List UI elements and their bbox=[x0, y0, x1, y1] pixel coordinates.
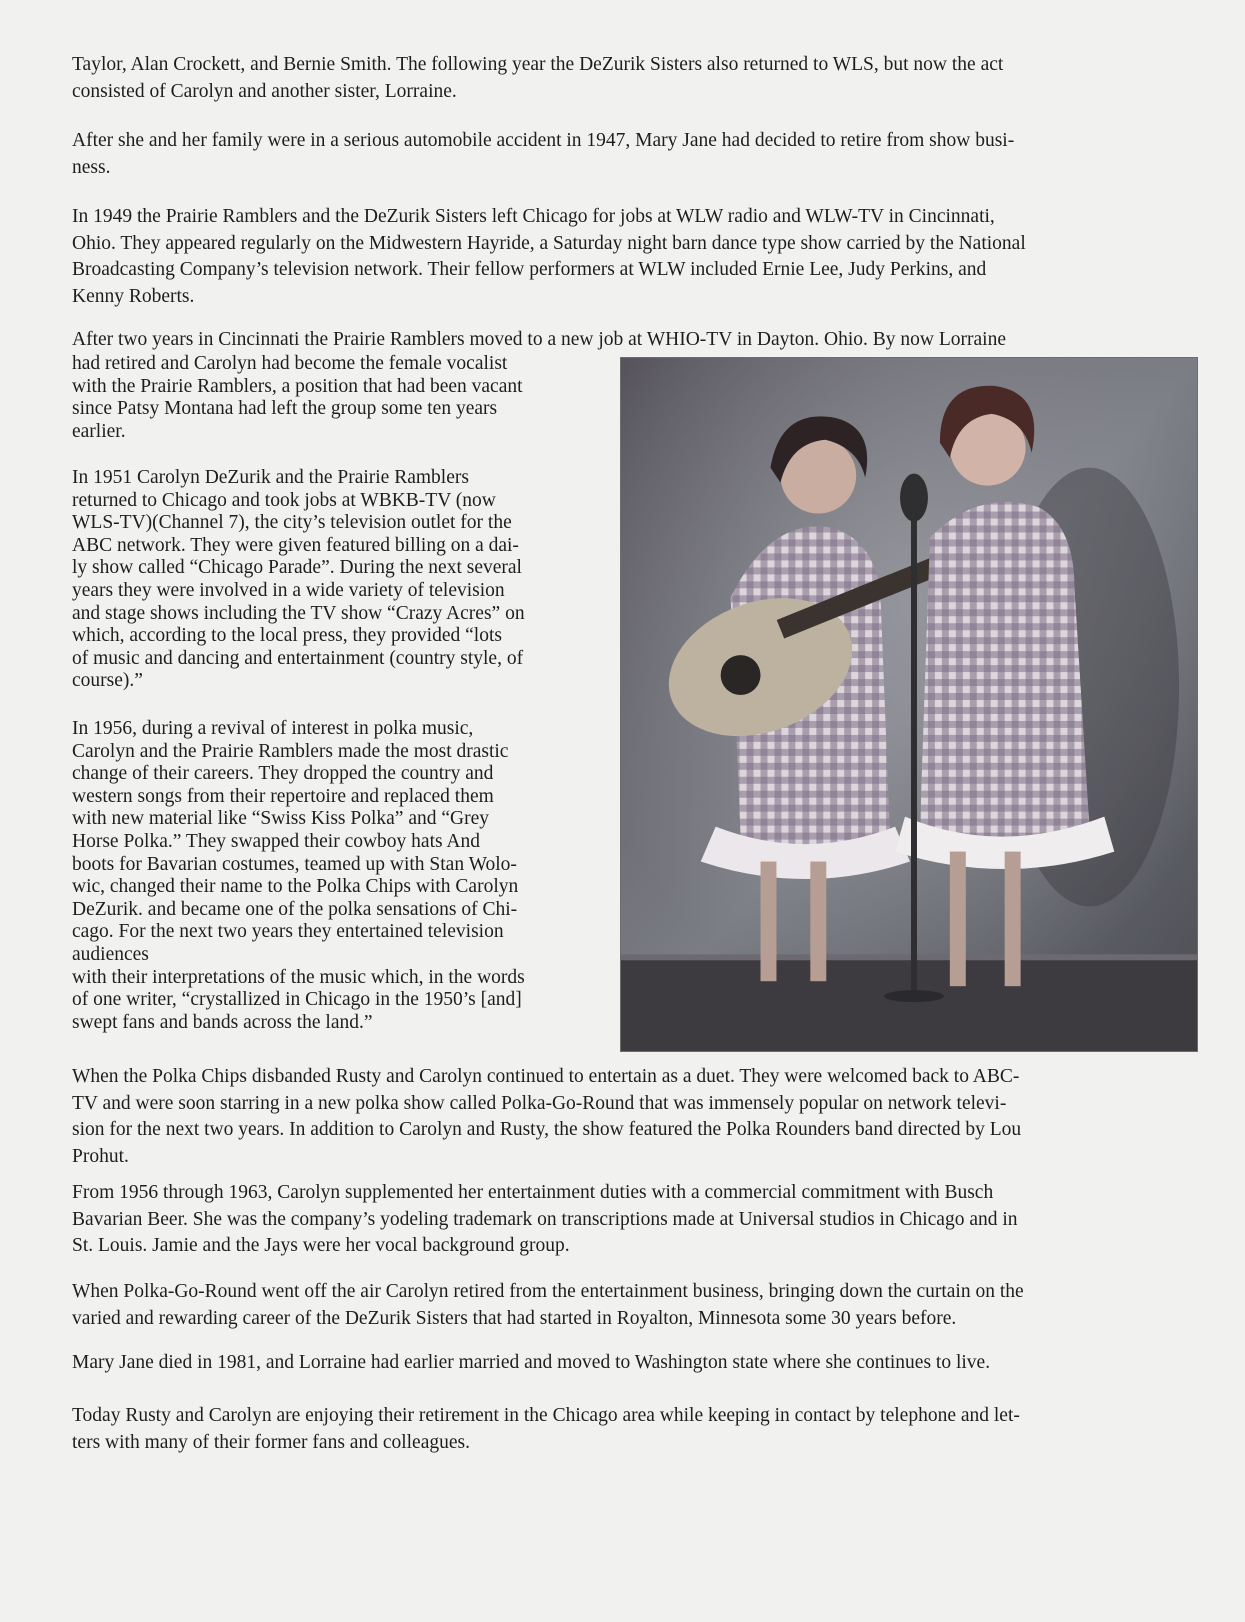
paragraph bbox=[72, 1180, 1200, 1260]
text-line: When Polka-Go-Round went off the air Carolyn retired from the entertainment business, bringing down the curtain on the bbox=[72, 1281, 1024, 1302]
text-line: since Patsy Montana had left the group some ten years bbox=[72, 398, 498, 420]
text-line: After she and her family were in a serious automobile accident in 1947, Mary Jane had decided to retire from show busi- bbox=[72, 130, 1015, 151]
text-line: ABC network. They were given featured billing on a dai- bbox=[72, 534, 519, 556]
text-line: had retired and Carolyn had become the female vocalist bbox=[72, 353, 508, 374]
text-line: western songs from their repertoire and replaced them bbox=[72, 785, 494, 807]
text-line: with their interpretations of the music which, in the words bbox=[72, 966, 525, 988]
text-line: consisted of Carolyn and another sister, Lorraine. bbox=[72, 80, 457, 102]
text-line: swept fans and bands across the land.” bbox=[72, 1011, 373, 1033]
text-line: with new material like “Swiss Kiss Polka” and “Grey bbox=[72, 808, 489, 830]
text-line: course).” bbox=[72, 670, 143, 692]
text-line: cago. For the next two years they entertained television bbox=[72, 921, 504, 943]
text-line: of one writer, “crystallized in Chicago in the 1950’s [and] bbox=[72, 989, 522, 1011]
text-line: Prohut. bbox=[72, 1145, 129, 1167]
text-line: From 1956 through 1963, Carolyn supplemented her entertainment duties with a commercial commitment with Busch bbox=[72, 1182, 994, 1203]
text-line: which, according to the local press, they provided “lots bbox=[72, 625, 502, 647]
text-line: In 1951 Carolyn DeZurik and the Prairie Ramblers bbox=[72, 467, 469, 488]
text-line: returned to Chicago and took jobs at WBKB-TV (now bbox=[72, 489, 496, 511]
text-line: sion for the next two years. In addition to Carolyn and Rusty, the show featured the Polka Rounders band directed by Lou bbox=[72, 1119, 1022, 1140]
text-line: Mary Jane died in 1981, and Lorraine had earlier married and moved to Washington state where she continues to live. bbox=[72, 1352, 991, 1373]
text-line: ters with many of their former fans and colleagues. bbox=[72, 1431, 470, 1453]
text-line: change of their careers. They dropped the country and bbox=[72, 763, 494, 785]
text-line: WLS-TV)(Channel 7), the city’s television outlet for the bbox=[72, 512, 512, 534]
paragraph bbox=[72, 327, 1200, 354]
text-line: with the Prairie Ramblers, a position that had been vacant bbox=[72, 375, 523, 397]
text-line: and stage shows including the TV show “Crazy Acres” on bbox=[72, 602, 525, 624]
photo-two-singers bbox=[620, 357, 1198, 1052]
text-line: In 1956, during a revival of interest in polka music, bbox=[72, 718, 474, 739]
text-line: ness. bbox=[72, 156, 111, 178]
text-line: TV and were soon starring in a new polka show called Polka-Go-Round that was immensely popular on network televi- bbox=[72, 1092, 1007, 1114]
text-line: St. Louis. Jamie and the Jays were her vocal background group. bbox=[72, 1235, 570, 1256]
paragraph bbox=[72, 204, 1200, 310]
text-line: ly show called “Chicago Parade”. During the next several bbox=[72, 557, 522, 579]
text-line: wic, changed their name to the Polka Chips with Carolyn bbox=[72, 876, 519, 898]
text-line: boots for Bavarian costumes, teamed up with Stan Wolo- bbox=[72, 853, 517, 875]
paragraph bbox=[72, 52, 1200, 105]
column-paragraph bbox=[72, 467, 612, 693]
column-paragraph bbox=[72, 353, 612, 443]
text-line: audiences bbox=[72, 943, 149, 965]
text-line: of music and dancing and entertainment (country style, of bbox=[72, 647, 524, 669]
text-line: Broadcasting Company’s television network. Their fellow performers at WLW included Ernie Lee, Judy Perkins, and bbox=[72, 259, 987, 280]
column-paragraph bbox=[72, 718, 612, 1034]
text-line: After two years in Cincinnati the Prairie Ramblers moved to a new job at WHIO-TV in Dayton. Ohio. By now Lorraine bbox=[72, 329, 1006, 350]
paragraph bbox=[72, 1403, 1200, 1456]
text-line: years they were involved in a wide variety of television bbox=[72, 579, 505, 601]
text-line: Kenny Roberts. bbox=[72, 285, 195, 307]
text-line: earlier. bbox=[72, 420, 126, 442]
text-line: Carolyn and the Prairie Ramblers made the most drastic bbox=[72, 740, 509, 762]
text-line: DeZurik. and became one of the polka sensations of Chi- bbox=[72, 898, 518, 920]
paragraph bbox=[72, 1279, 1200, 1332]
paragraph bbox=[72, 128, 1200, 181]
text-line: varied and rewarding career of the DeZurik Sisters that had started in Royalton, Minnesota some 30 years before. bbox=[72, 1307, 957, 1329]
text-line: In 1949 the Prairie Ramblers and the DeZurik Sisters left Chicago for jobs at WLW radio and WLW-TV in Cincinnati, bbox=[72, 206, 995, 227]
text-line: Bavarian Beer. She was the company’s yodeling trademark on transcriptions made at Universal studios in Chicago and in bbox=[72, 1208, 1018, 1230]
paragraph bbox=[72, 1064, 1200, 1170]
text-line: Taylor, Alan Crockett, and Bernie Smith. The following year the DeZurik Sisters also returned to WLS, but now the act bbox=[72, 54, 1004, 75]
text-line: Horse Polka.” They swapped their cowboy hats And bbox=[72, 830, 480, 852]
text-line: Ohio. They appeared regularly on the Midwestern Hayride, a Saturday night barn dance type show carried by the National bbox=[72, 232, 1026, 254]
text-line: Today Rusty and Carolyn are enjoying their retirement in the Chicago area while keeping in contact by telephone and let- bbox=[72, 1405, 1020, 1426]
paragraph bbox=[72, 1350, 1200, 1377]
photo-two-singers-guitar-microphone-icon bbox=[621, 358, 1197, 1051]
text-line: When the Polka Chips disbanded Rusty and Carolyn continued to entertain as a duet. They were welcomed back to ABC- bbox=[72, 1066, 1020, 1087]
